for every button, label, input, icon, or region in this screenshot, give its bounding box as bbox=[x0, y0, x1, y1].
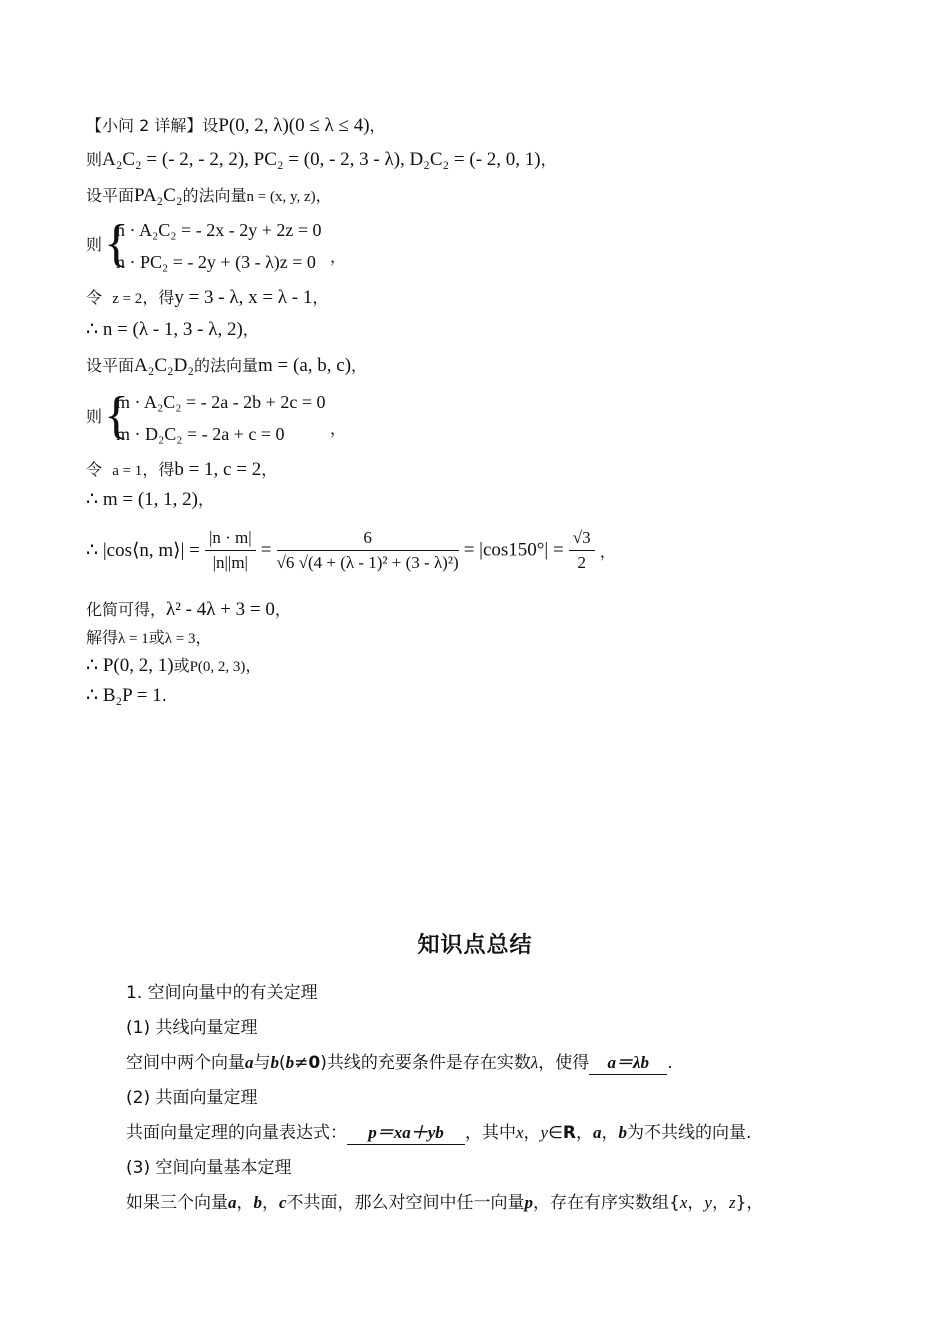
text: ，得 bbox=[142, 288, 175, 307]
summary-heading-1-3: (3) 空间向量基本定理 bbox=[126, 1158, 292, 1178]
text: ， bbox=[236, 1193, 254, 1213]
equation-system-1 bbox=[86, 215, 386, 282]
text: 的法向量 bbox=[182, 186, 247, 205]
punct: ， bbox=[540, 150, 557, 169]
lambda: λ bbox=[530, 1053, 539, 1072]
solution-line-cos-formula bbox=[86, 528, 616, 573]
denominator: 2 bbox=[577, 553, 586, 572]
answer-blank: a＝λb bbox=[589, 1052, 667, 1075]
solution-line-11 bbox=[86, 628, 212, 649]
zero-vector: 0 bbox=[308, 1053, 321, 1073]
summary-paragraph-2 bbox=[126, 1122, 751, 1145]
solution-line-13 bbox=[86, 686, 167, 706]
text: 的法向量 bbox=[194, 356, 259, 375]
denominator: |n||m| bbox=[212, 553, 248, 572]
solution-line-5 bbox=[86, 320, 259, 340]
math: ∴ m = (1, 1, 2) bbox=[86, 489, 198, 510]
math: a = 1 bbox=[112, 463, 143, 479]
fraction-2 bbox=[277, 528, 459, 573]
var-y: y bbox=[540, 1123, 549, 1142]
text: ，得 bbox=[142, 460, 175, 479]
var-x: x bbox=[679, 1193, 688, 1212]
fraction-3 bbox=[569, 528, 595, 573]
math: λ² - 4λ + 3 = 0 bbox=[166, 599, 275, 620]
denominator: √6 √(4 + (λ - 1)² + (3 - λ)²) bbox=[276, 553, 459, 572]
text: 不共面，那么对空间中任一向量 bbox=[286, 1193, 525, 1213]
punct: ， bbox=[312, 288, 329, 307]
punct: ， bbox=[369, 116, 386, 135]
real-set: R bbox=[562, 1123, 576, 1143]
summary-paragraph-1 bbox=[126, 1052, 673, 1075]
equation-system-2 bbox=[86, 387, 386, 454]
text: 或 bbox=[173, 656, 190, 675]
equation: n · PC₂ = - 2y + (3 - λ)z = 0 bbox=[116, 252, 316, 272]
punct: . bbox=[161, 686, 167, 705]
part-2-label: 【小问 2 详解】设 bbox=[86, 116, 219, 135]
text: ，存在有序实数组{ bbox=[533, 1193, 680, 1213]
text: 空间中两个向量 bbox=[126, 1053, 245, 1073]
vector-b: b bbox=[253, 1193, 262, 1212]
text: 与 bbox=[253, 1053, 271, 1073]
numerator: √3 bbox=[569, 528, 595, 551]
vector-a: a bbox=[245, 1053, 254, 1072]
vector-b: b bbox=[285, 1053, 295, 1072]
numerator: 6 bbox=[277, 528, 459, 551]
summary-heading-1-2: (2) 共面向量定理 bbox=[126, 1088, 258, 1108]
text: }， bbox=[735, 1193, 764, 1213]
var-x: x bbox=[516, 1123, 524, 1142]
text: 则 bbox=[86, 235, 103, 254]
math: λ = 1 bbox=[118, 631, 149, 647]
punct: ， bbox=[599, 542, 616, 561]
text: 如果三个向量 bbox=[126, 1193, 228, 1213]
vector-b: b bbox=[270, 1053, 279, 1072]
text: ， bbox=[576, 1123, 593, 1143]
punct: . bbox=[667, 1053, 673, 1073]
vector-b: b bbox=[618, 1123, 627, 1142]
vector-p: p bbox=[524, 1193, 534, 1212]
solution-line-2 bbox=[86, 150, 557, 170]
text: ( bbox=[279, 1053, 286, 1073]
solution-line-4 bbox=[86, 288, 328, 309]
vector-coordinates: A₂C₂ = (- 2, - 2, 2), PC₂ = (0, - 2, 3 - λ), D₂C₂ = (- 2, 0, 1) bbox=[102, 149, 541, 170]
var-z: z bbox=[728, 1193, 736, 1212]
summary-paragraph-3 bbox=[126, 1192, 763, 1214]
plane-name: A₂C₂D₂ bbox=[134, 355, 195, 376]
fraction-1 bbox=[205, 528, 256, 573]
math: P(0, 2, 3) bbox=[189, 659, 246, 675]
vector-c: c bbox=[279, 1193, 287, 1212]
solution-line-3 bbox=[86, 186, 332, 207]
punct: ， bbox=[242, 320, 259, 339]
text: ， bbox=[523, 1123, 541, 1143]
text: ，其中 bbox=[465, 1123, 516, 1143]
math: b = 1, c = 2 bbox=[174, 459, 262, 480]
solution-line-12 bbox=[86, 656, 261, 677]
punct: ， bbox=[274, 600, 291, 619]
text: 共面向量定理的向量表达式： bbox=[126, 1123, 347, 1143]
text: ，使得 bbox=[538, 1053, 590, 1073]
punct: ， bbox=[315, 186, 332, 205]
punct: ， bbox=[195, 628, 212, 647]
math: ∴ P(0, 2, 1) bbox=[86, 655, 174, 676]
text: 化简可得， bbox=[86, 600, 167, 619]
math: = bbox=[260, 539, 272, 561]
punct: ， bbox=[351, 356, 368, 375]
text: 或 bbox=[148, 628, 165, 647]
var-y: y bbox=[704, 1193, 712, 1212]
text: 令 bbox=[86, 460, 103, 479]
text: 设平面 bbox=[86, 186, 135, 205]
normal-vector-m: m = (a, b, c) bbox=[258, 355, 352, 376]
plane-name: PA₂C₂ bbox=[134, 185, 183, 206]
equation: n · A₂C₂ = - 2x - 2y + 2z = 0 bbox=[116, 220, 322, 240]
text: 令 bbox=[86, 288, 103, 307]
math: λ = 3 bbox=[164, 631, 196, 647]
text: ， bbox=[601, 1123, 619, 1143]
left-brace: { bbox=[104, 387, 129, 444]
text: ， bbox=[262, 1193, 279, 1213]
text: ， bbox=[711, 1193, 729, 1213]
text: 为不共线的向量. bbox=[627, 1123, 752, 1143]
equation: m · A₂C₂ = - 2a - 2b + 2c = 0 bbox=[116, 392, 326, 412]
math: ∴ B₂P = 1 bbox=[86, 685, 162, 706]
solution-line-10 bbox=[86, 600, 291, 620]
text: 设平面 bbox=[86, 356, 135, 375]
section-title: 知识点总结 bbox=[417, 933, 533, 958]
math: z = 2 bbox=[112, 291, 143, 307]
math: y = 3 - λ, x = λ - 1 bbox=[174, 287, 313, 308]
punct: ， bbox=[245, 656, 262, 675]
numerator: |n · m| bbox=[205, 528, 256, 551]
punct: ， bbox=[330, 247, 347, 266]
text: )共线的充要条件是存在实数 bbox=[320, 1053, 531, 1073]
text: ∈ bbox=[548, 1123, 563, 1143]
punct: ， bbox=[330, 419, 347, 438]
math: = |cos150°| = bbox=[463, 539, 564, 561]
text: ≠ bbox=[294, 1053, 309, 1073]
vector-a: a bbox=[228, 1193, 237, 1212]
equation: m · D₂C₂ = - 2a + c = 0 bbox=[116, 424, 285, 444]
punct: ， bbox=[198, 490, 215, 509]
text: ， bbox=[687, 1193, 705, 1213]
solution-line-8 bbox=[86, 490, 214, 510]
vector-a: a bbox=[593, 1123, 602, 1142]
left-brace: { bbox=[104, 215, 129, 272]
text: 则 bbox=[86, 150, 103, 169]
text: 则 bbox=[86, 407, 103, 426]
solution-line-1 bbox=[86, 116, 386, 136]
text: 解得 bbox=[86, 628, 119, 647]
punct: ， bbox=[261, 460, 278, 479]
math: ∴ n = (λ - 1, 3 - λ, 2) bbox=[86, 319, 243, 340]
answer-blank: p＝xa＋yb bbox=[347, 1122, 465, 1145]
normal-vector-n: n = (x, y, z) bbox=[246, 189, 316, 205]
summary-heading-1-1: (1) 共线向量定理 bbox=[126, 1018, 258, 1038]
solution-line-7 bbox=[86, 460, 277, 481]
summary-heading-1: 1. 空间向量中的有关定理 bbox=[126, 983, 318, 1003]
solution-line-6 bbox=[86, 356, 367, 376]
math: ∴ |cos⟨n, m⟩| = bbox=[86, 540, 200, 561]
point-p-definition: P(0, 2, λ)(0 ≤ λ ≤ 4) bbox=[218, 115, 370, 136]
